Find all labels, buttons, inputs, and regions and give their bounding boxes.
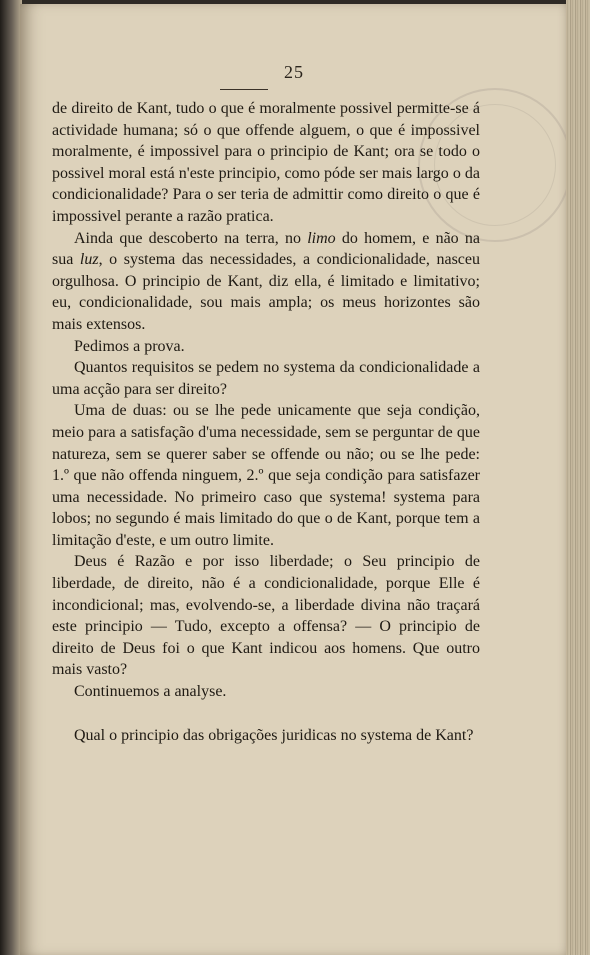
text-run: Ainda que descoberto na terra, no [74, 229, 308, 247]
italic-run: limo [307, 229, 336, 247]
paragraph: Continuemos a analyse. [74, 683, 227, 701]
book-spine [0, 0, 22, 955]
paragraph [52, 228, 480, 336]
paragraph: Deus é Razão e por isso liberdade; o Seu principio de liberdade, de direito, não é a condicionalidade, porque Elle é incondicional; mas, evolvendo-se, a liberdade divina não traçará este principio — Tudo, excepto a offensa? — O principio de direito de Deus foi o que Kant indicou aos homens. Que outro mais vasto? [52, 553, 480, 679]
book-page [20, 4, 568, 955]
paragraph: Quantos requisitos se pedem no systema da condicionalidade a uma acção para ser direito? [52, 359, 480, 398]
italic-run: luz [79, 251, 99, 269]
page-edges [566, 0, 590, 955]
header-rule [220, 89, 268, 90]
text-run: , o systema das necessidades, a condicionalidade, nasceu orgulhosa. O principio de Kant, diz ella, é limitado e limitativo; eu, condicionalidade, sou mais ampla; os meus horizontes são mais extensos. [52, 251, 480, 333]
page-number: 25 [284, 62, 304, 82]
paragraph: Uma de duas: ou se lhe pede unicamente que seja condição, meio para a satisfação d'uma necessidade, sem se perguntar de que natureza, sem se querer saber se offende ou não; ou se lhe pede: 1.º que não offenda ninguem, 2.º que seja condição para satisfazer uma necessidade. No primeiro caso que systema! systema para lobos; no segundo é mais limitado do que o de Kant, porque tem a limitação d'este, e um outro limite. [52, 402, 480, 549]
section-gap [52, 703, 480, 725]
text-run: do homem, e não na sua [52, 229, 480, 269]
paragraph: Qual o principio das obrigações juridicas no systema de Kant? [74, 726, 474, 744]
paragraph: Pedimos a prova. [74, 337, 185, 355]
body-text [52, 98, 480, 746]
paragraph: de direito de Kant, tudo o que é moralmente possivel permitte-se á actividade humana; só o que offende alguem, o que é impossivel moralmente, é impossivel para o principio de Kant; ora se todo o possivel moral está n'este principio, como póde ser mais largo o da condicionalidade? Para o ser teria de admittir como direito o que é impossivel perante a razão pratica. [52, 100, 480, 225]
